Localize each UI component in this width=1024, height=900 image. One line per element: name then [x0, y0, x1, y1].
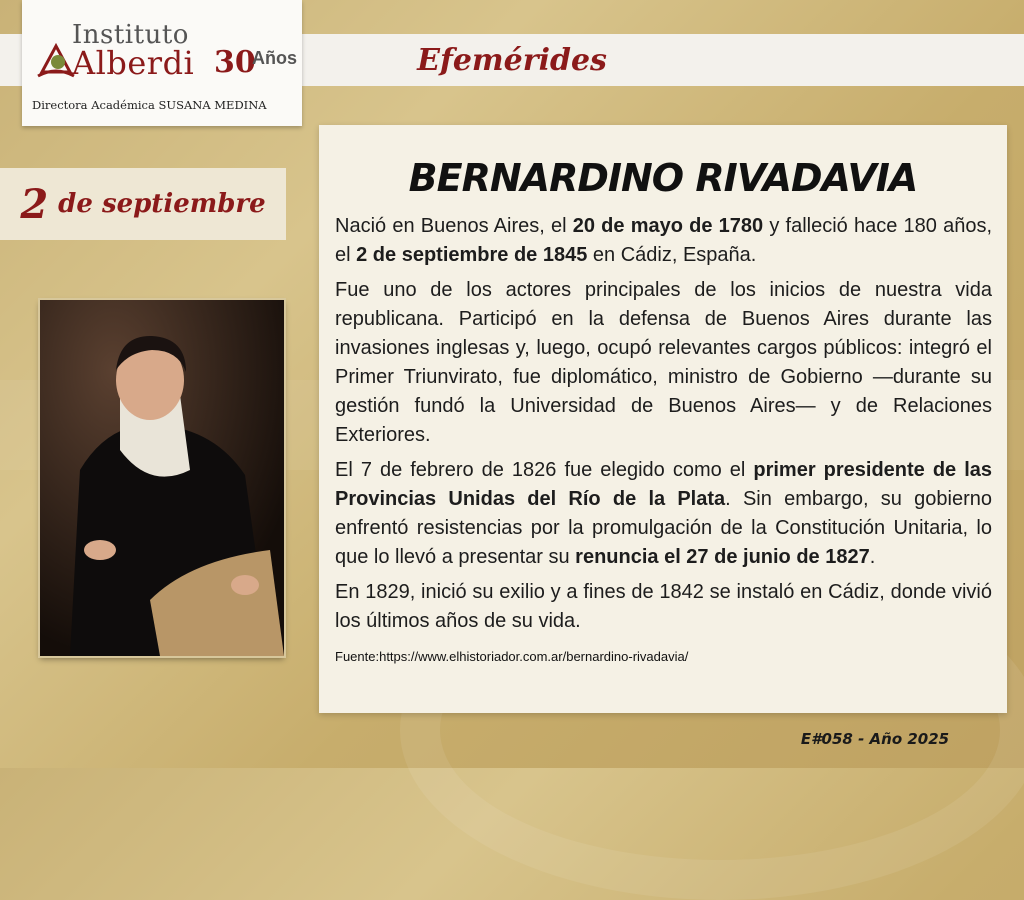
logo-text-instituto: Instituto	[72, 20, 189, 50]
source-link[interactable]: Fuente:https://www.elhistoriador.com.ar/bernardino-rivadavia/	[335, 649, 689, 664]
institute-logo	[22, 0, 302, 126]
portrait-illustration	[40, 300, 284, 656]
death-date: 2 de septiembre de 1845	[356, 244, 588, 266]
paragraph-exile: En 1829, inició su exilio y a fines de 1842 se instaló en Cádiz, donde vivió los últimos años de su vida.	[335, 581, 992, 632]
text-segment: en Cádiz, España.	[587, 244, 757, 266]
text-segment: . Sin embargo, su gobierno enfrentó resistencias por la promulgación de la Constitución Unitaria, lo que lo llevó a presentar su	[335, 488, 992, 568]
person-name-heading: BERNARDINO RIVADAVIA	[408, 156, 918, 200]
text-segment: y falleció hace 180 años, el	[335, 215, 993, 266]
logo-emblem-icon	[36, 36, 76, 80]
page-title: Efemérides	[417, 42, 607, 78]
text-segment: El 7 de febrero de 1826 fue elegido como el	[335, 459, 754, 481]
article-body	[335, 212, 992, 671]
logo-text-alberdi: Alberdi	[72, 44, 195, 82]
presidency-highlight: primer presidente de las Provincias Unidas del Río de la Plata	[335, 459, 993, 510]
text-segment: Nació en Buenos Aires, el	[335, 215, 573, 237]
paragraph-presidency	[335, 456, 992, 572]
anniversary-label: Años	[252, 48, 297, 68]
paragraph-birth	[335, 212, 992, 270]
paragraph-career: Fue uno de los actores principales de los inicios de nuestra vida republicana. Participó en la defensa de Buenos Aires durante las invasiones inglesas y, luego, ocupó relevantes cargos públicos: integró el Primer Triunvirato, fue diplomático, ministro de Gobierno —durante su gestión fundó la Universidad de Buenos Aires— y de Relaciones Exteriores.	[335, 279, 992, 446]
date-day: 2	[20, 180, 49, 228]
text-segment: .	[869, 546, 876, 568]
portrait-image	[40, 300, 284, 656]
resignation-highlight: renuncia el 27 de junio de 1827	[575, 546, 870, 568]
director-line: Directora Académica SUSANA MEDINA	[32, 98, 267, 112]
date-month: de septiembre	[58, 189, 266, 219]
date-badge	[0, 168, 286, 240]
svg-text:30: 30	[214, 45, 256, 80]
birth-date: 20 de mayo de 1780	[572, 215, 764, 237]
footer-code: E#058 - Año 2025	[800, 730, 950, 748]
anniversary-30-icon	[212, 38, 256, 82]
